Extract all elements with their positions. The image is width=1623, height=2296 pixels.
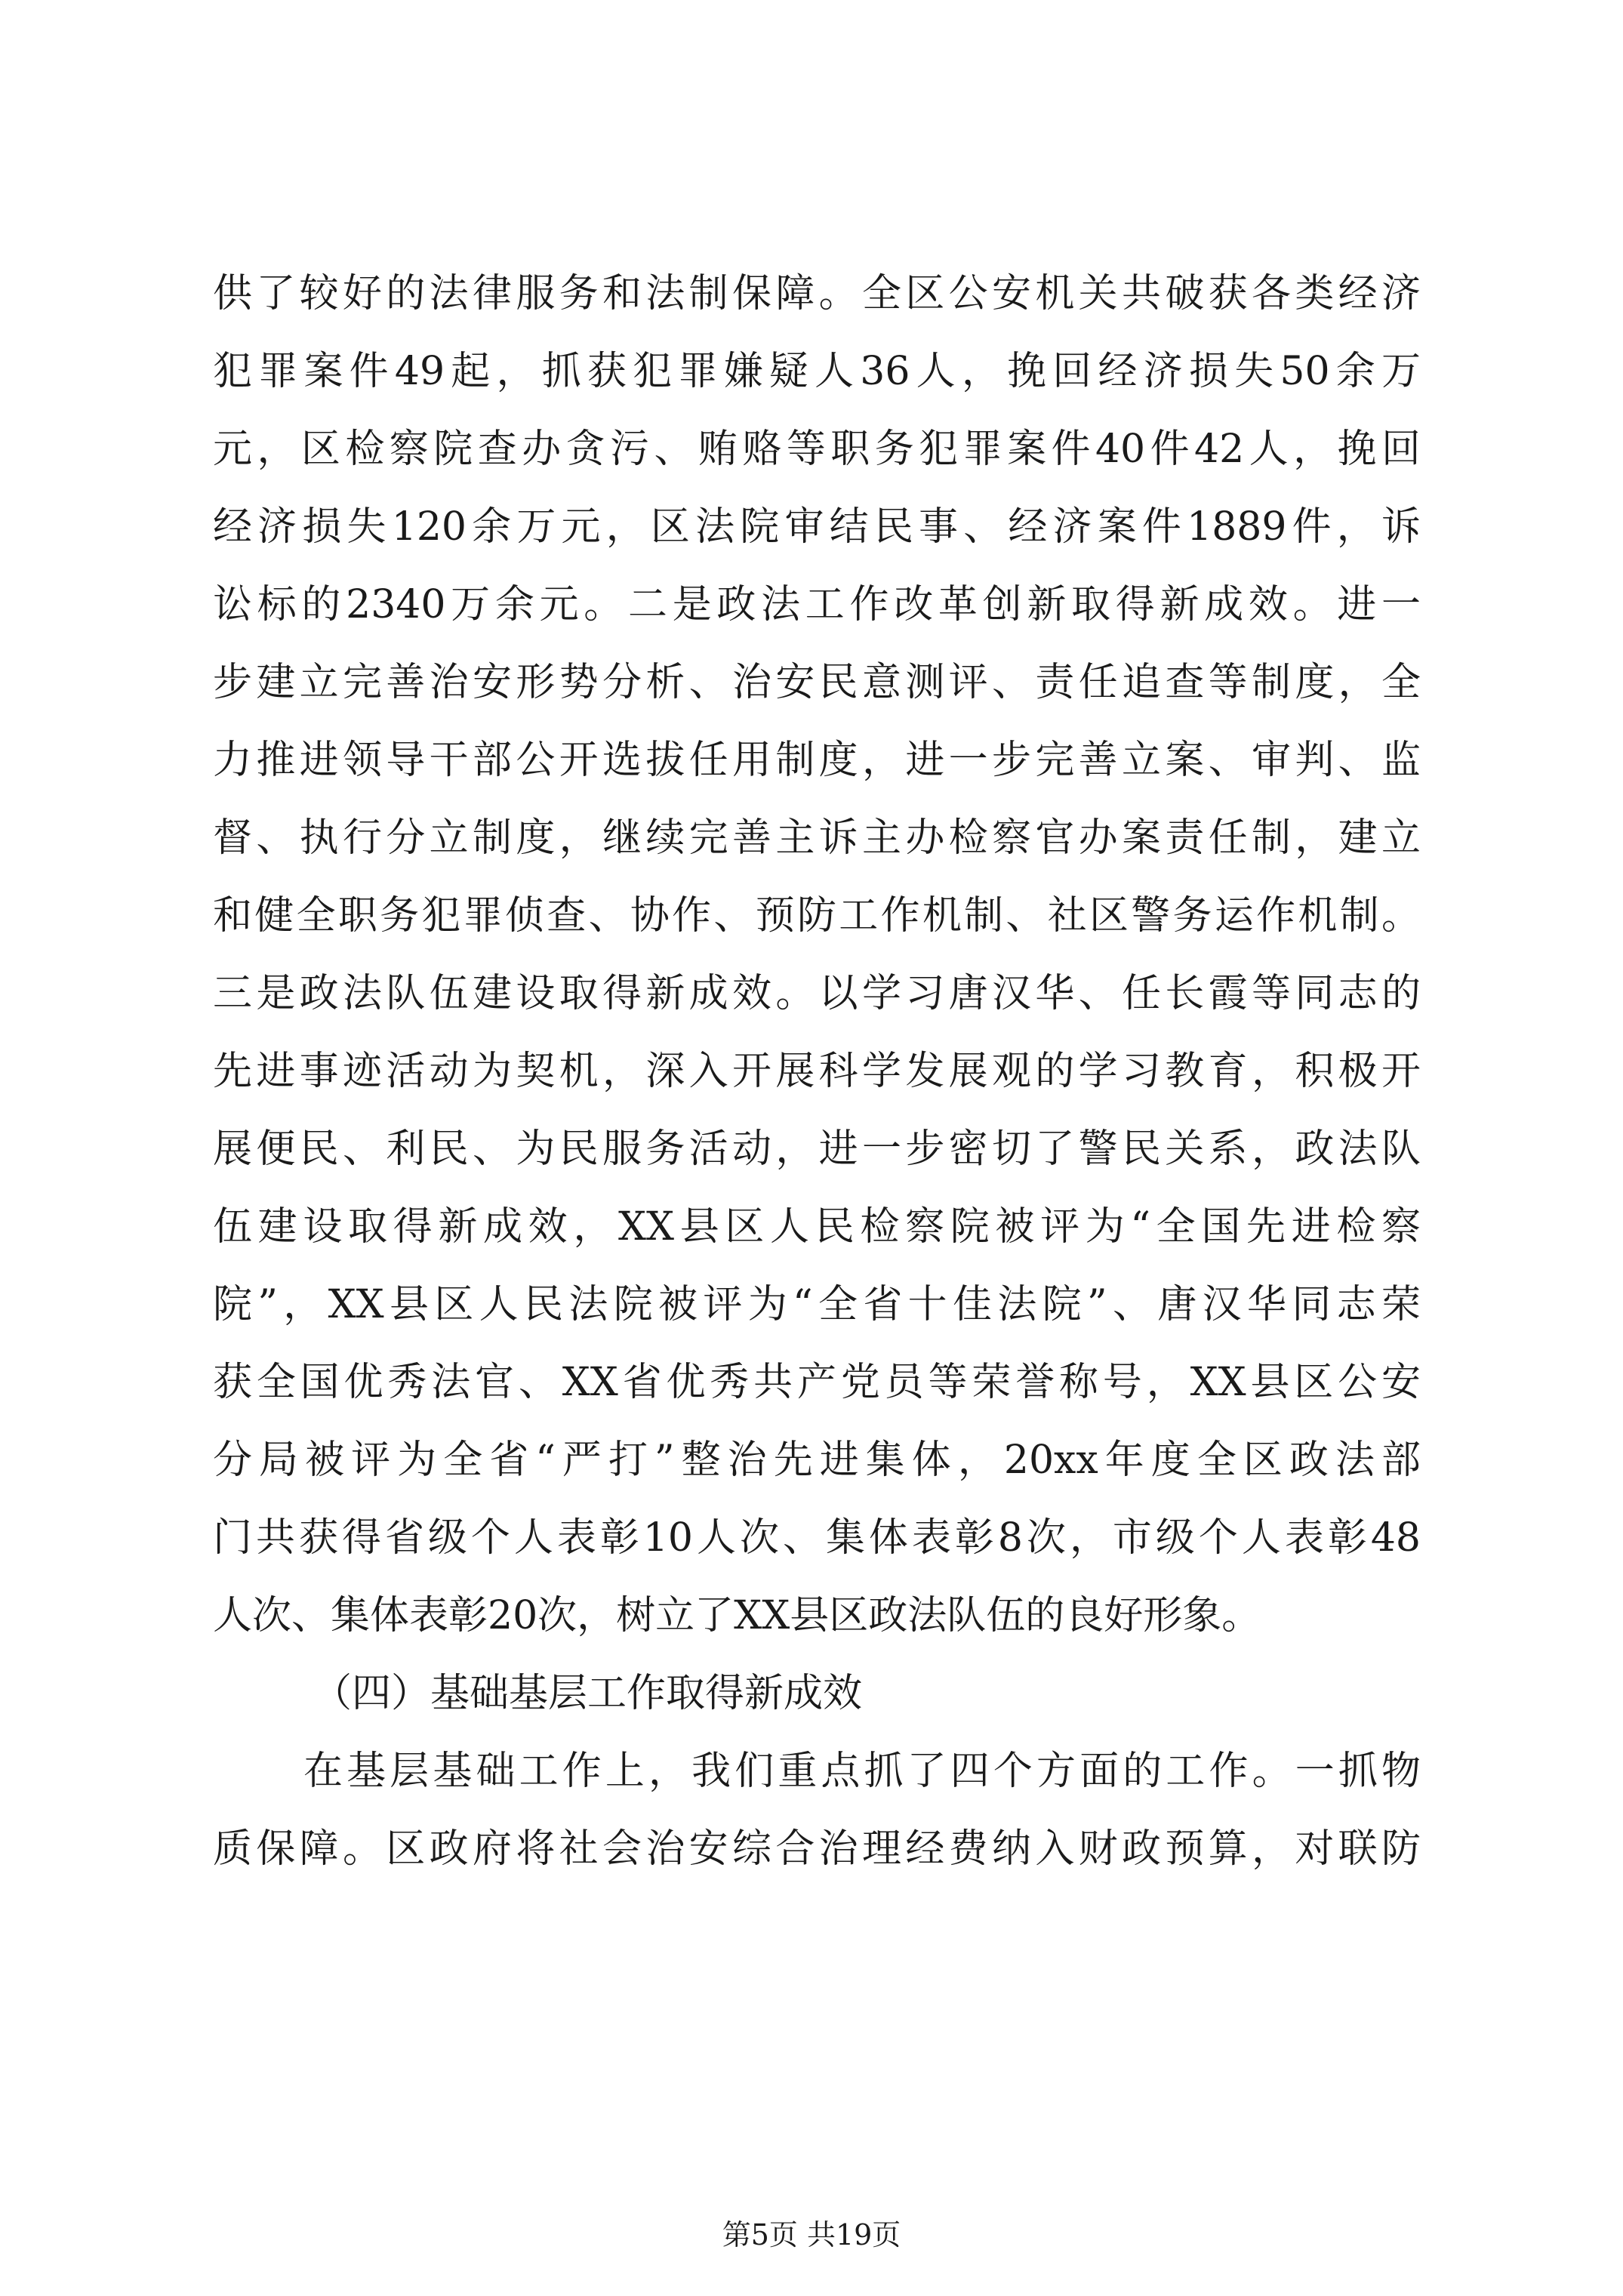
text-line: 三是政法队伍建设取得新成效。以学习唐汉华、任长霞等同志的 (213, 971, 1421, 1016)
text-line: 门共获得省级个人表彰10人次、集体表彰8次，市级个人表彰48 (213, 1515, 1421, 1561)
text-line: 供了较好的法律服务和法制保障。全区公安机关共破获各类经济 (213, 271, 1421, 316)
text-line: 伍建设取得新成效，XX县区人民检察院被评为“全国先进检察 (213, 1204, 1421, 1250)
text-line: 元，区检察院查办贪污、贿赂等职务犯罪案件40件42人，挽回 (213, 427, 1421, 472)
text-line: 获全国优秀法官、XX省优秀共产党员等荣誉称号，XX县区公安 (213, 1360, 1421, 1405)
section-heading: （四）基础基层工作取得新成效 (313, 1671, 863, 1716)
text-line: 督、执行分立制度，继续完善主诉主办检察官办案责任制，建立 (213, 815, 1421, 861)
paragraph-first-line: 在基层基础工作上，我们重点抓了四个方面的工作。一抓物 (303, 1749, 1421, 1794)
body-text (213, 255, 1421, 1888)
text-line: 经济损失120余万元，区法院审结民事、经济案件1889件，诉 (213, 504, 1421, 550)
text-line: 力推进领导干部公开选拔任用制度，进一步完善立案、审判、监 (213, 738, 1421, 783)
text-line: 犯罪案件49起，抓获犯罪嫌疑人36人，挽回经济损失50余万 (213, 349, 1421, 394)
text-line: 和健全职务犯罪侦查、协作、预防工作机制、社区警务运作机制。 (213, 893, 1421, 938)
page-footer: 第5页 共19页 (722, 2218, 901, 2251)
text-line: 院”，XX县区人民法院被评为“全省十佳法院”、唐汉华同志荣 (213, 1282, 1421, 1327)
text-line: 质保障。区政府将社会治安综合治理经费纳入财政预算，对联防 (213, 1826, 1421, 1872)
text-line: 分局被评为全省“严打”整治先进集体，20xx年度全区政法部 (213, 1438, 1421, 1483)
text-line: 讼标的2340万余元。二是政法工作改革创新取得新成效。进一 (213, 582, 1421, 627)
text-line: 展便民、利民、为民服务活动，进一步密切了警民关系，政法队 (213, 1126, 1421, 1172)
text-line: 先进事迹活动为契机，深入开展科学发展观的学习教育，积极开 (213, 1049, 1421, 1094)
text-line: 步建立完善治安形势分析、治安民意测评、责任追查等制度，全 (213, 660, 1421, 705)
text-line: 人次、集体表彰20次，树立了XX县区政法队伍的良好形象。 (213, 1593, 1261, 1638)
